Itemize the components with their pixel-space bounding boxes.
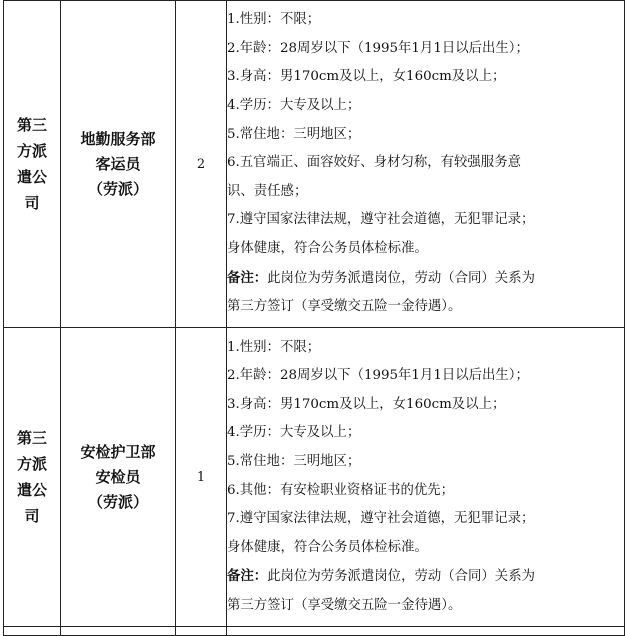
requirement-line: 3.身高：男170cm及以上，女160cm及以上； [227, 69, 506, 85]
requirement-line: 5.常住地：三明地区； [227, 453, 361, 469]
requirement-line: 4.学历：大专及以上； [227, 98, 361, 114]
requirement-line: 6.五官端正、面容姣好、身材匀称，有较强服务意 [227, 155, 521, 171]
requirement-line: 5.常住地：三明地区； [227, 126, 361, 142]
table-cell [227, 627, 625, 636]
department-name: 地勤服务部 [80, 129, 156, 148]
note-line: 第三方签订（享受缴交五险一金待遇）。 [227, 597, 462, 613]
headcount-cell [176, 328, 227, 627]
employer-cell [4, 1, 61, 328]
requirement-line: 识、责任感； [227, 183, 308, 199]
note-line: 第三方签订（享受缴交五险一金待遇）。 [227, 299, 462, 315]
headcount-cell [176, 1, 227, 328]
employer-name: 第三方派遣公司 [16, 116, 47, 212]
requirements-cell [227, 1, 625, 328]
headcount-value: 2 [196, 156, 206, 172]
employment-type: （劳派） [87, 492, 148, 511]
table-cell [4, 627, 61, 636]
table-row [4, 627, 625, 636]
employment-type: （劳派） [87, 179, 148, 198]
requirement-line: 1.性别：不限； [227, 12, 321, 28]
requirements-cell [227, 328, 625, 627]
requirement-line: 7.遵守国家法律法规，遵守社会道德，无犯罪记录； [227, 511, 535, 527]
headcount-value: 1 [196, 469, 206, 485]
requirement-line: 2.年龄：28周岁以下（1995年1月1日以后出生）； [227, 40, 529, 56]
position-name: 客运员 [95, 154, 141, 173]
table-cell [176, 627, 227, 636]
requirement-line: 7.遵守国家法律法规，遵守社会道德，无犯罪记录； [227, 212, 535, 228]
table-row [4, 328, 625, 627]
department-name: 安检护卫部 [80, 442, 156, 461]
position-name: 安检员 [95, 467, 141, 486]
note-line [227, 264, 624, 294]
employer-name: 第三方派遣公司 [16, 429, 47, 525]
requirement-line: 身体健康，符合公务员体检标准。 [227, 539, 428, 555]
employer-cell [4, 328, 61, 627]
requirement-line: 身体健康，符合公务员体检标准。 [227, 240, 428, 256]
requirement-line: 6.其他：有安检职业资格证书的优先； [227, 482, 455, 498]
note-label: 备注： [227, 568, 268, 585]
table-row [4, 1, 625, 328]
requirement-line: 1.性别：不限； [227, 339, 321, 355]
requirement-line: 4.学历：大专及以上； [227, 425, 361, 441]
requirement-line: 2.年龄：28周岁以下（1995年1月1日以后出生）； [227, 368, 529, 384]
note-text: 此岗位为劳务派遣岗位，劳动（合同）关系为 [267, 270, 535, 286]
note-line [227, 562, 624, 592]
position-cell [61, 328, 176, 627]
job-requirements-table [3, 0, 625, 636]
note-text: 此岗位为劳务派遣岗位，劳动（合同）关系为 [267, 569, 535, 585]
position-cell [61, 1, 176, 328]
table-cell [61, 627, 176, 636]
note-label: 备注： [227, 269, 268, 286]
requirement-line: 3.身高：男170cm及以上，女160cm及以上； [227, 396, 506, 412]
